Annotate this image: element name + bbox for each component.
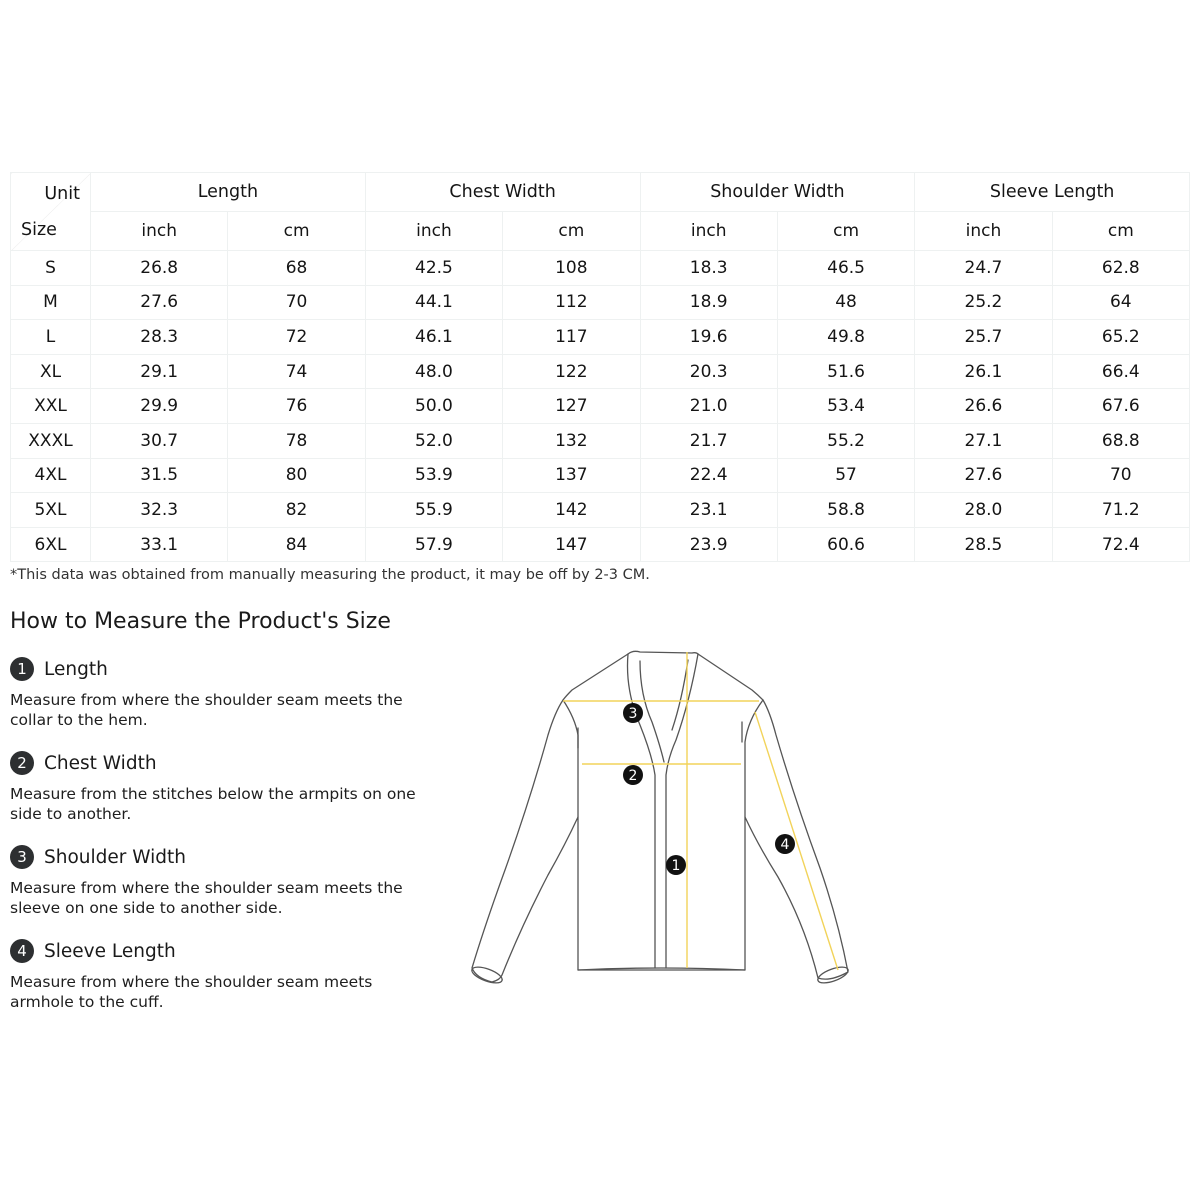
measurement-cell: 137 [503,458,640,493]
measurement-cell: 112 [503,285,640,320]
measurement-cell: 127 [503,389,640,424]
size-table [10,172,1190,562]
measurement-cell: 42.5 [365,251,502,286]
measurement-cell: 26.1 [915,354,1052,389]
measurement-cell: 108 [503,251,640,286]
measurement-cell: 48.0 [365,354,502,389]
measurement-cell: 49.8 [777,320,914,355]
measurement-cell: 33.1 [91,527,228,562]
step-number-badge: 2 [10,751,34,775]
measurement-cell: 64 [1052,285,1189,320]
measurement-cell: 50.0 [365,389,502,424]
step-title: Shoulder Width [44,846,187,868]
table-row [11,493,1190,528]
measurement-cell: 142 [503,493,640,528]
size-cell: 4XL [11,458,91,493]
table-row [11,320,1190,355]
group-header-sleeve-length: Sleeve Length [915,173,1190,212]
measurement-cell: 31.5 [91,458,228,493]
measurement-cell: 20.3 [640,354,777,389]
measurement-cell: 23.1 [640,493,777,528]
step-number-badge: 1 [10,657,34,681]
measurement-cell: 74 [228,354,365,389]
measurement-cell: 21.7 [640,423,777,458]
measurement-cell: 57.9 [365,527,502,562]
size-cell: XL [11,354,91,389]
measurement-cell: 19.6 [640,320,777,355]
measurement-cell: 70 [228,285,365,320]
how-to-measure-title: How to Measure the Product's Size [10,609,391,634]
unit-header: inch [365,212,502,251]
cardigan-outline-icon [460,640,860,990]
measurement-cell: 26.8 [91,251,228,286]
measurement-cell: 30.7 [91,423,228,458]
measurement-cell: 72.4 [1052,527,1189,562]
measurement-cell: 66.4 [1052,354,1189,389]
table-body [11,251,1190,562]
svg-text:2: 2 [628,768,638,784]
step-number-badge: 3 [10,845,34,869]
size-cell: XXXL [11,423,91,458]
measurement-cell: 71.2 [1052,493,1189,528]
measurement-cell: 28.3 [91,320,228,355]
step-chest-width [10,750,430,824]
measurement-cell: 122 [503,354,640,389]
measurement-cell: 28.5 [915,527,1052,562]
svg-text:3: 3 [628,706,638,722]
measurement-cell: 80 [228,458,365,493]
measurement-cell: 60.6 [777,527,914,562]
size-cell: 6XL [11,527,91,562]
size-cell: L [11,320,91,355]
measurement-cell: 55.2 [777,423,914,458]
measurement-cell: 44.1 [365,285,502,320]
step-description: Measure from where the shoulder seam meets the sleeve on one side to another side. [10,879,403,917]
measurement-cell: 26.6 [915,389,1052,424]
table-row [11,423,1190,458]
step-title: Length [44,658,108,680]
svg-text:4: 4 [780,837,790,853]
measurement-cell: 84 [228,527,365,562]
step-shoulder-width [10,844,430,918]
measurement-cell: 29.9 [91,389,228,424]
measurement-cell: 53.4 [777,389,914,424]
measurement-cell: 23.9 [640,527,777,562]
step-title: Chest Width [44,752,157,774]
size-cell: 5XL [11,493,91,528]
measurement-cell: 46.5 [777,251,914,286]
unit-header: cm [503,212,640,251]
step-description: Measure from the stitches below the armpits on one side to another. [10,785,416,823]
measurement-cell: 27.6 [915,458,1052,493]
step-sleeve-length [10,938,430,1012]
unit-header: cm [228,212,365,251]
table-row [11,458,1190,493]
step-title: Sleeve Length [44,940,176,962]
measurement-cell: 24.7 [915,251,1052,286]
measurement-cell: 78 [228,423,365,458]
table-row [11,389,1190,424]
unit-header: inch [91,212,228,251]
measurement-cell: 53.9 [365,458,502,493]
table-row [11,354,1190,389]
svg-text:1: 1 [671,858,681,874]
measurement-cell: 117 [503,320,640,355]
size-cell: M [11,285,91,320]
unit-header-row [11,212,1190,251]
measurement-cell: 22.4 [640,458,777,493]
measurement-cell: 82 [228,493,365,528]
unit-header: inch [640,212,777,251]
step-length [10,656,430,730]
measurement-cell: 57 [777,458,914,493]
table-row [11,527,1190,562]
measurement-cell: 32.3 [91,493,228,528]
unit-header: cm [1052,212,1189,251]
measurement-cell: 76 [228,389,365,424]
size-cell: XXL [11,389,91,424]
measurement-cell: 29.1 [91,354,228,389]
table-row [11,251,1190,286]
measurement-cell: 27.6 [91,285,228,320]
measurement-cell: 68 [228,251,365,286]
step-description: Measure from where the shoulder seam meets the collar to the hem. [10,691,403,729]
group-header-row [11,173,1190,212]
measurement-cell: 58.8 [777,493,914,528]
corner-cell [11,173,91,251]
measurement-cell: 132 [503,423,640,458]
step-number-badge: 4 [10,939,34,963]
measurement-cell: 67.6 [1052,389,1189,424]
size-cell: S [11,251,91,286]
measurement-cell: 65.2 [1052,320,1189,355]
measurement-cell: 52.0 [365,423,502,458]
group-header-length: Length [91,173,366,212]
measurement-cell: 28.0 [915,493,1052,528]
measurement-cell: 62.8 [1052,251,1189,286]
measurement-cell: 68.8 [1052,423,1189,458]
measurement-footnote: *This data was obtained from manually measuring the product, it may be off by 2-3 CM. [10,567,650,583]
measurement-cell: 51.6 [777,354,914,389]
measurement-cell: 18.9 [640,285,777,320]
measurement-cell: 48 [777,285,914,320]
group-header-shoulder-width: Shoulder Width [640,173,915,212]
measurement-cell: 27.1 [915,423,1052,458]
unit-header: inch [915,212,1052,251]
measurement-cell: 25.7 [915,320,1052,355]
measurement-cell: 46.1 [365,320,502,355]
measurement-cell: 25.2 [915,285,1052,320]
unit-header: cm [777,212,914,251]
measurement-cell: 21.0 [640,389,777,424]
table-row [11,285,1190,320]
unit-label: Unit [44,184,80,204]
measurement-cell: 147 [503,527,640,562]
group-header-chest-width: Chest Width [365,173,640,212]
measurement-cell: 72 [228,320,365,355]
measurement-cell: 70 [1052,458,1189,493]
measurement-cell: 55.9 [365,493,502,528]
measurement-cell: 18.3 [640,251,777,286]
size-label: Size [21,220,57,240]
step-description: Measure from where the shoulder seam meets armhole to the cuff. [10,973,373,1011]
